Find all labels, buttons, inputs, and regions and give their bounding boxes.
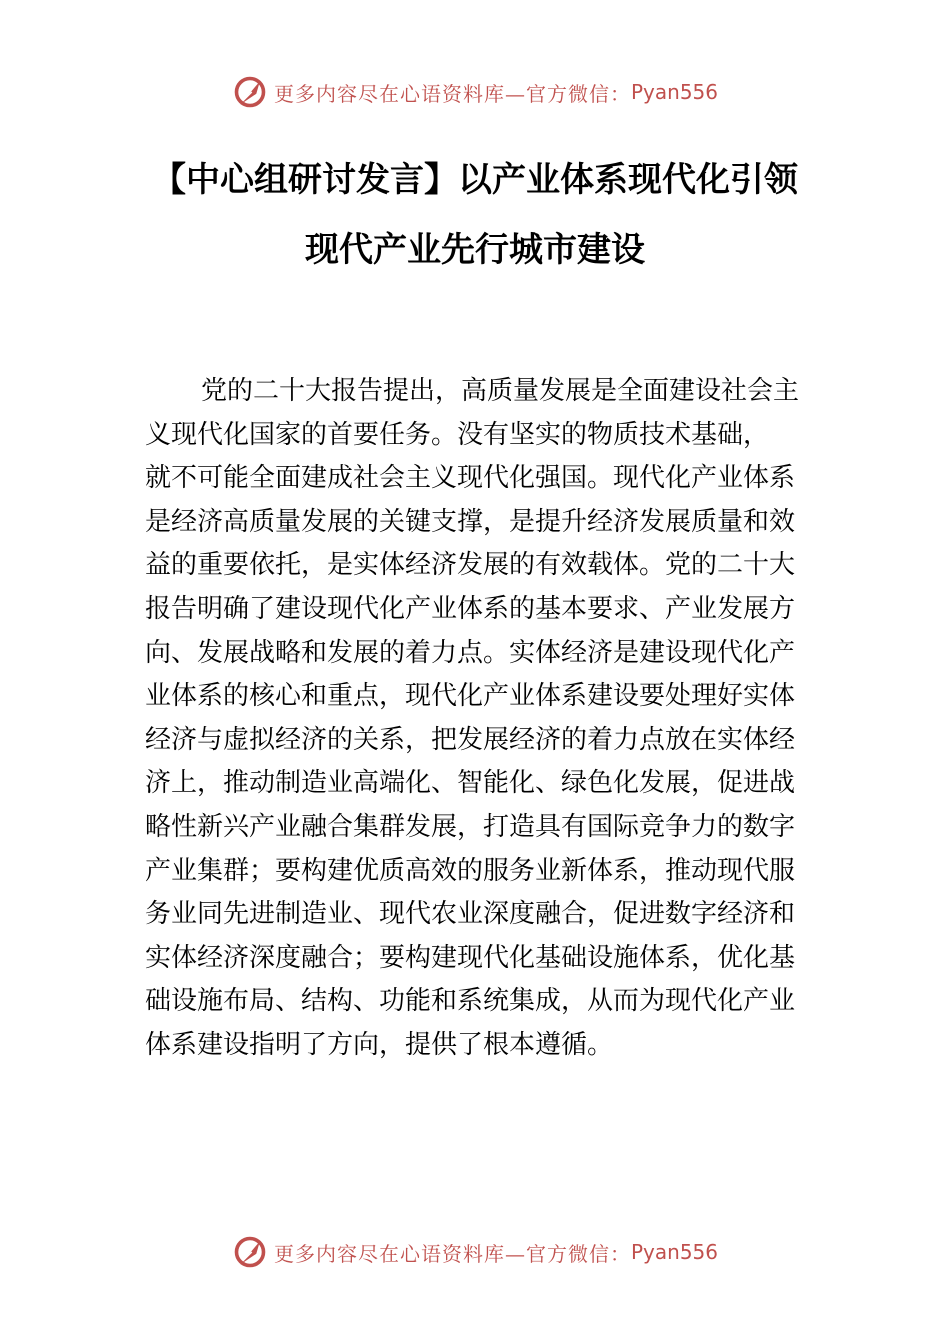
paragraph-line: 是经济高质量发展的关键支撑，是提升经济发展质量和效 [145,506,796,537]
paragraph-line: 就不可能全面建成社会主义现代化强国。现代化产业体系 [145,463,796,494]
watermark-wechat-id: Pyan556 [630,1240,718,1264]
header-watermark [0,70,950,114]
quill-logo-icon [232,74,268,110]
watermark-text: 更多内容尽在心语资料库—官方微信： [273,1241,631,1266]
document-title-line-2: 现代产业先行城市建设 [305,230,645,270]
paragraph-line: 略性新兴产业融合集群发展，打造具有国际竞争力的数字 [145,811,796,842]
paragraph-line: 实体经济深度融合；要构建现代化基础设施体系，优化基 [145,942,796,973]
paragraph-line: 义现代化国家的首要任务。没有坚实的物质技术基础， [145,419,770,450]
paragraph-line: 务业同先进制造业、现代农业深度融合，促进数字经济和 [145,899,796,930]
paragraph-line: 础设施布局、结构、功能和系统集成，从而为现代化产业 [145,986,796,1017]
paragraph-line: 党的二十大报告提出，高质量发展是全面建设社会主 [201,376,800,406]
watermark-text: 更多内容尽在心语资料库—官方微信： [273,81,631,106]
watermark-wechat-id: Pyan556 [630,80,718,104]
paragraph-line: 经济与虚拟经济的关系，把发展经济的着力点放在实体经 [145,724,796,755]
footer-watermark [0,1230,950,1274]
paragraph-line: 产业集群；要构建优质高效的服务业新体系，推动现代服 [145,855,796,886]
paragraph-line: 益的重要依托，是实体经济发展的有效载体。党的二十大 [145,550,796,581]
quill-logo-icon [232,1234,268,1270]
body-paragraph [145,370,825,1068]
paragraph-line: 体系建设指明了方向，提供了根本遵循。 [145,1029,614,1060]
paragraph-line: 济上，推动制造业高端化、智能化、绿色化发展，促进战 [145,768,796,799]
paragraph-line: 报告明确了建设现代化产业体系的基本要求、产业发展方 [145,593,796,624]
document-title-line-1: 【中心组研讨发言】以产业体系现代化引领 [152,160,798,200]
paragraph-line: 业体系的核心和重点，现代化产业体系建设要处理好实体 [145,681,796,712]
paragraph-line: 向、发展战略和发展的着力点。实体经济是建设现代化产 [145,637,796,668]
